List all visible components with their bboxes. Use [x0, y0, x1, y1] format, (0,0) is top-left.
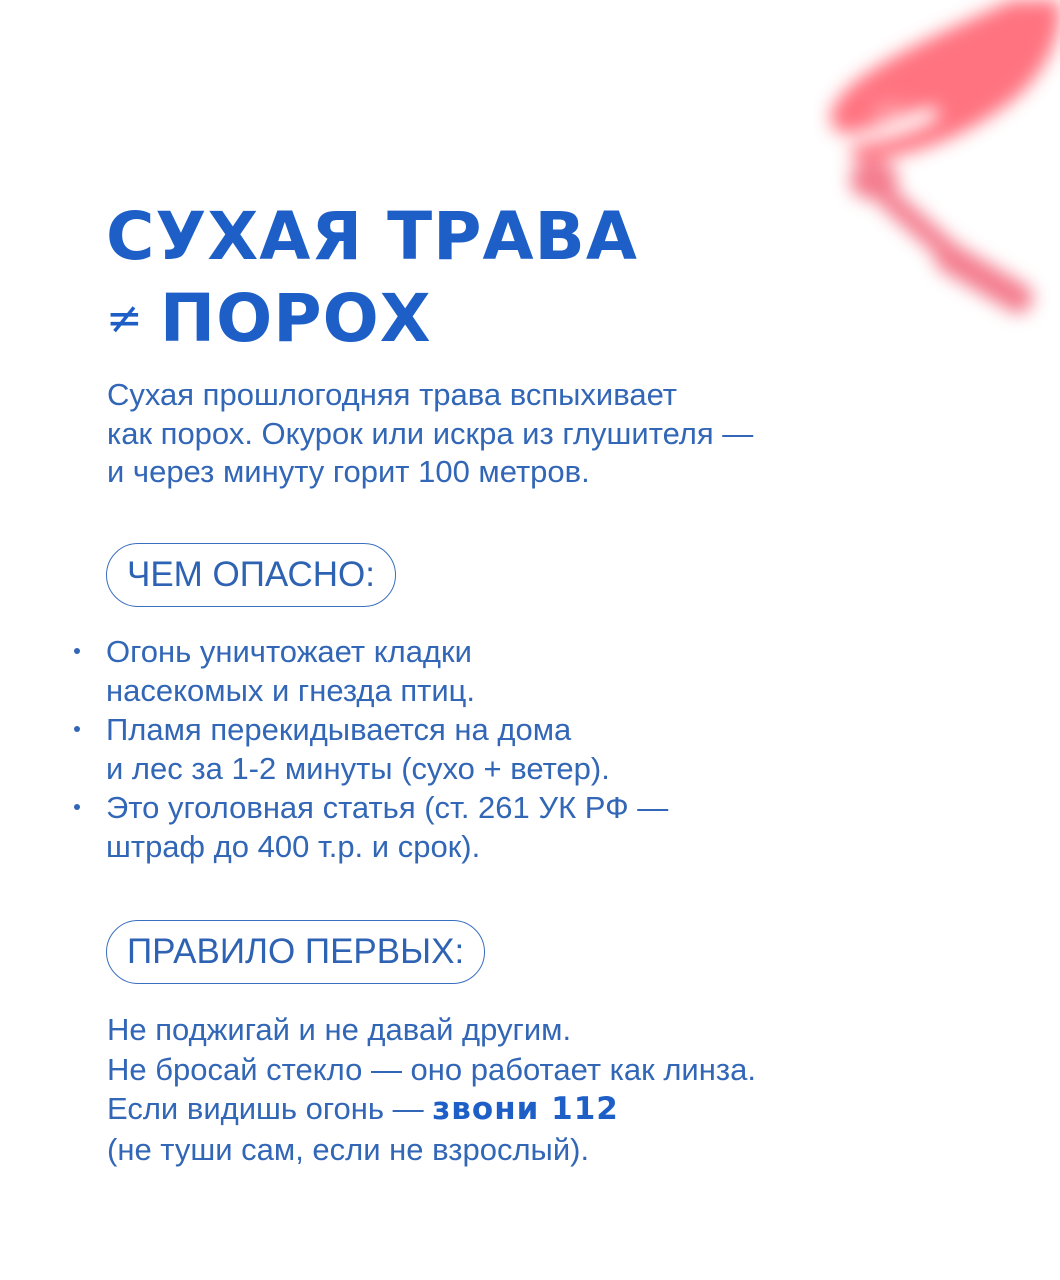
title-line-2	[106, 278, 638, 360]
not-equal-icon: ≠	[106, 293, 144, 344]
bullet-icon	[74, 648, 80, 654]
list-item	[70, 632, 668, 710]
match-stick-body	[890, 200, 960, 262]
rules-section-label: ПРАВИЛО ПЕРВЫХ:	[106, 920, 485, 984]
title-line-1: СУХАЯ ТРАВА	[106, 198, 638, 275]
emergency-number: звони 112	[432, 1091, 619, 1127]
rules-line: Не бросай стекло — оно работает как линза.	[107, 1051, 756, 1087]
burning-match-icon	[640, 0, 1060, 340]
list-item-line: и лес за 1-2 минуты (сухо + ветер).	[106, 751, 610, 786]
page-title	[106, 196, 638, 360]
list-item-line: Это уголовная статья (ст. 261 УК РФ —	[106, 790, 669, 825]
list-item	[70, 710, 668, 788]
danger-list	[70, 632, 668, 866]
match-head	[850, 160, 898, 200]
flame-shape	[831, 0, 1060, 160]
intro-paragraph	[107, 376, 753, 492]
bullet-icon	[74, 726, 80, 732]
bullet-icon	[74, 804, 80, 810]
intro-line: и через минуту горит 100 метров.	[107, 454, 590, 489]
intro-line: Сухая прошлогодняя трава вспыхивает	[107, 377, 678, 412]
list-item-line: штраф до 400 т.р. и срок).	[106, 829, 481, 864]
danger-section-label: ЧЕМ ОПАСНО:	[106, 543, 396, 607]
rules-line: (не туши сам, если не взрослый).	[107, 1131, 590, 1167]
rules-line	[107, 1089, 756, 1130]
list-item-line: Огонь уничтожает кладки	[106, 634, 472, 669]
title-word-poroh: ПОРОХ	[159, 280, 432, 357]
rules-line-prefix: Если видишь огонь —	[107, 1091, 433, 1126]
list-item	[70, 788, 668, 866]
intro-line: как порох. Окурок или искра из глушителя —	[107, 415, 754, 451]
rules-line: Не поджигай и не давай другим.	[107, 1012, 572, 1047]
rules-paragraph	[107, 1010, 756, 1169]
list-item-line: Пламя перекидывается на дома	[106, 712, 572, 747]
list-item-line: насекомых и гнезда птиц.	[106, 673, 476, 708]
